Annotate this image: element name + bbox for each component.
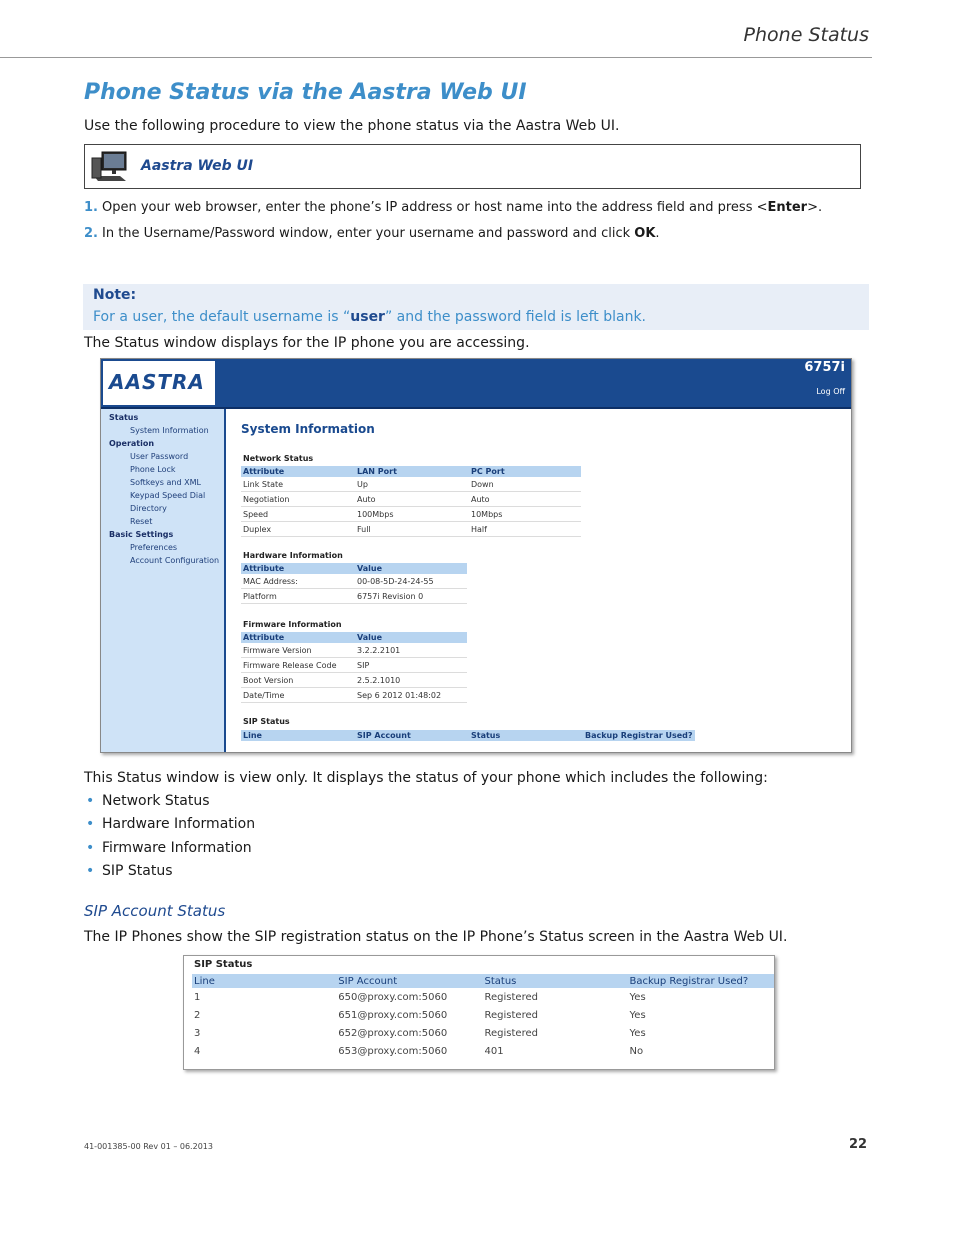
table-row: Firmware Version 3.2.2.2101 [241,643,467,658]
system-information-heading: System Information [241,422,375,436]
firmware-information-table: Attribute Value Firmware Version 3.2.2.2101 Firmware Release Code SIP Boot Version 2.5.2.1010 Date/Time Sep 6 2012 01:48:02 [241,632,467,703]
nav-phone-lock[interactable]: Phone Lock [130,465,176,474]
table-row: 2 651@proxy.com:5060 Registered Yes [194,1009,646,1021]
nav-keypad-speed-dial[interactable]: Keypad Speed Dial [130,491,206,500]
list-item: • Network Status [86,793,210,809]
document-number: 41-001385-00 Rev 01 – 06.2013 [84,1142,213,1151]
firmware-information-heading: Firmware Information [243,620,342,629]
sip-status-table: Line SIP Account Status Backup Registrar Used? 1 650@proxy.com:5060 Registered Yes 2 651@proxy.com:5060 Registered Yes 3 652@proxy.com:5060 Registered Yes 4 653@proxy.com:5060 401 No [192,974,774,1060]
step-key: Enter [767,200,808,215]
nav-operation[interactable]: Operation [109,439,155,448]
list-item: • Firmware Information [86,840,252,856]
aastra-web-ui-box [84,144,861,189]
step-text: In the Username/Password window, enter your username and password and click [102,226,635,241]
nav-user-password[interactable]: User Password [130,452,189,461]
table-row: 1 650@proxy.com:5060 Registered Yes [194,991,646,1003]
note-text: For a user, the default username is “user” and the password field is left blank. [93,309,647,325]
nav-status[interactable]: Status [109,413,139,422]
computer-icon [90,150,130,184]
table-row: Platform 6757i Revision 0 [241,589,467,604]
list-item: • Hardware Information [86,816,256,832]
hardware-information-heading: Hardware Information [243,551,343,560]
log-off-link[interactable]: Log Off [816,387,845,396]
sip-status-heading: SIP Status [243,717,290,726]
page-title: Phone Status via the Aastra Web UI [84,80,527,105]
header-divider [0,57,872,58]
table-row: Negotiation Auto Auto [241,492,581,507]
header-section-title: Phone Status [743,24,869,46]
web-ui-header [101,359,851,409]
table-row: Boot Version 2.5.2.1010 [241,673,467,688]
nav-directory[interactable]: Directory [130,504,167,513]
sip-status-screenshot [183,955,775,1070]
nav-softkeys-xml[interactable]: Softkeys and XML [130,478,201,487]
status-window-screenshot [100,358,852,753]
network-status-table: Attribute LAN Port PC Port Link State Up Down Negotiation Auto Auto Speed 100Mbps 10Mbps Duplex Full Half [241,466,581,537]
note-username: user [350,309,385,325]
phone-model: 6757i [804,360,845,375]
web-ui-sidebar [101,409,226,752]
table-row: Speed 100Mbps 10Mbps [241,507,581,522]
step-1 [84,200,822,215]
table-row: 4 653@proxy.com:5060 401 No [194,1045,644,1057]
step-text-end: . [655,226,660,241]
hardware-information-table: Attribute Value MAC Address: 00-08-5D-24-24-55 Platform 6757i Revision 0 [241,563,467,604]
status-description: The Status window displays for the IP phone you are accessing. [84,335,530,351]
table-row: Date/Time Sep 6 2012 01:48:02 [241,688,467,703]
table-row: 3 652@proxy.com:5060 Registered Yes [194,1027,646,1039]
sip-account-status-heading: SIP Account Status [84,902,226,920]
step-text-end: >. [807,200,823,215]
intro-text: Use the following procedure to view the phone status via the Aastra Web UI. [84,118,620,134]
table-row: Duplex Full Half [241,522,581,537]
nav-system-information[interactable]: System Information [130,426,209,435]
table-row: MAC Address: 00-08-5D-24-24-55 [241,574,467,589]
aastra-web-ui-label: Aastra Web UI [141,158,254,174]
step-2 [84,226,660,241]
step-key: OK [634,226,656,241]
list-item: • SIP Status [86,863,173,879]
step-number: 1. [84,200,98,215]
page-number: 22 [849,1137,868,1152]
table-row: Firmware Release Code SIP [241,658,467,673]
network-status-heading: Network Status [243,454,314,463]
nav-basic-settings[interactable]: Basic Settings [109,530,174,539]
step-text: Open your web browser, enter the phone’s IP address or host name into the address field and press < [102,200,768,215]
nav-account-configuration[interactable]: Account Configuration [130,556,220,565]
note-title: Note: [93,287,137,303]
aastra-logo: AASTRA [103,361,215,405]
view-only-text: This Status window is view only. It displays the status of your phone which includes the following: [84,770,768,786]
note-box [83,284,869,330]
sip-status-table: Line SIP Account Status Backup Registrar Used? [241,730,695,741]
sip-account-status-description: The IP Phones show the SIP registration status on the IP Phone’s Status screen in the Aastra Web UI. [84,929,788,945]
step-number: 2. [84,226,98,241]
sip-status-title: SIP Status [194,959,253,970]
nav-preferences[interactable]: Preferences [130,543,178,552]
nav-reset[interactable]: Reset [130,517,153,526]
table-row: Link State Up Down [241,477,581,492]
